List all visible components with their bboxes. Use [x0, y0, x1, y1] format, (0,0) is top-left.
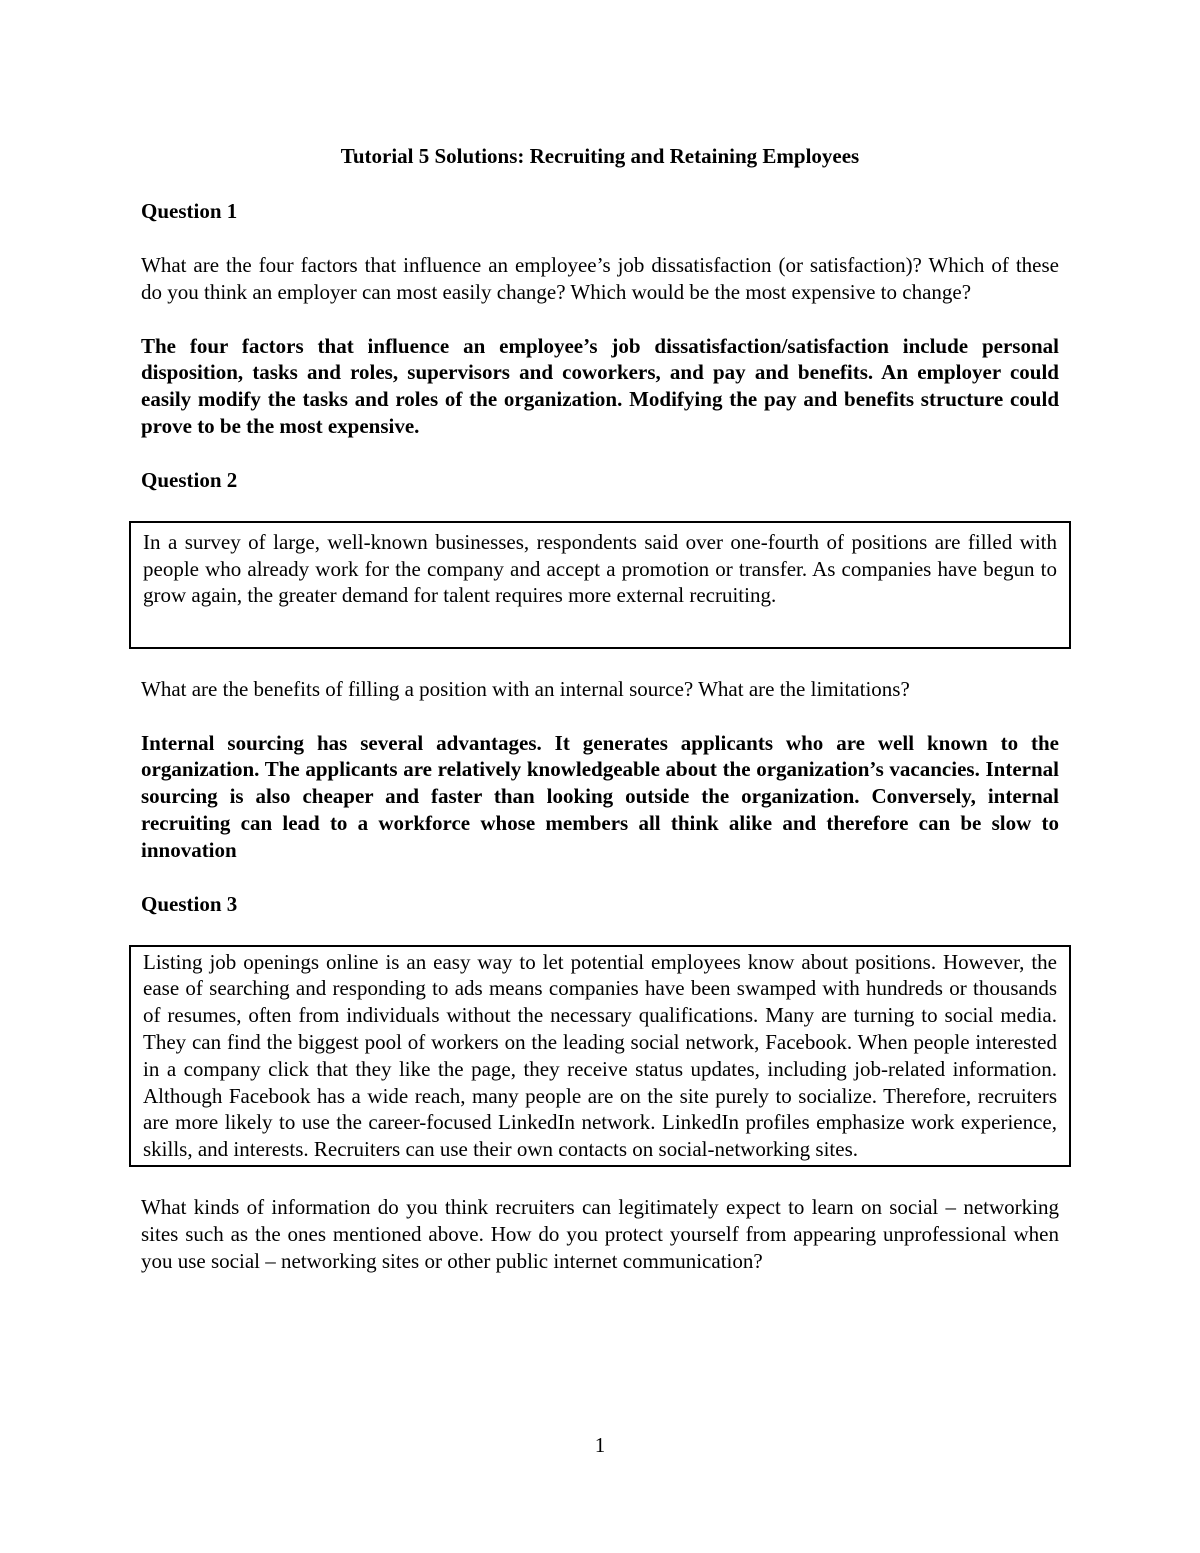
document-page [141, 143, 1059, 1301]
question-1-heading: Question 1 [141, 199, 238, 223]
question-3-heading: Question 3 [141, 891, 238, 916]
question-1-text: What are the four factors that influence an employee’s job dissatisfaction (or satisfaction)? Which of these do you think an employer can most easily change? Which would be the most expensive to change? [141, 253, 1059, 304]
question-3-case-box: Listing job openings online is an easy way to let potential employees know about positions. However, the ease of searching and responding to ads means companies have been swamped with hundreds or thousands of resumes, often from individuals without the necessary qualifications. Many are turning to social media. They can find the biggest pool of workers on the leading social network, Facebook. When people interested in a company click that they like the page, they receive status updates, including job-related information. Although Facebook has a wide reach, many people are on the site purely to socialize. Therefore, recruiters are more likely to use the career-focused LinkedIn network. LinkedIn profiles emphasize work experience, skills, and interests. Recruiters can use their own contacts on social-networking sites. [129, 945, 1071, 1167]
page-number: 1 [594, 1433, 606, 1457]
question-3-text: What kinds of information do you think recruiters can legitimately expect to learn on social – networking sites such as the ones mentioned above. How do you protect yourself from appearing unprofessional when you use social – networking sites or other public internet communication? [141, 1194, 1059, 1273]
question-2-answer: Internal sourcing has several advantages. It generates applicants who are well known to the organization. The applicants are relatively knowledgeable about the organization’s vacancies. Internal sourcing is also cheaper and faster than looking outside the organization. Conversely, internal recruiting can lead to a workforce whose members all think alike and therefore can be slow to innovation [141, 730, 1059, 862]
question-2-heading: Question 2 [141, 467, 238, 492]
question-2-text: What are the benefits of filling a position with an internal source? What are the limitations? [141, 676, 910, 701]
question-1-answer: The four factors that influence an employee’s job dissatisfaction/satisfaction include personal disposition, tasks and roles, supervisors and coworkers, and pay and benefits. An employer could easily modify the tasks and roles of the organization. Modifying the pay and benefits structure could prove to be the most expensive. [141, 333, 1059, 438]
document-title: Tutorial 5 Solutions: Recruiting and Retaining Employees [340, 144, 860, 168]
question-2-case-box: In a survey of large, well-known businesses, respondents said over one-fourth of positions are filled with people who already work for the company and accept a promotion or transfer. As companies have begun to grow again, the greater demand for talent requires more external recruiting. [129, 521, 1071, 649]
